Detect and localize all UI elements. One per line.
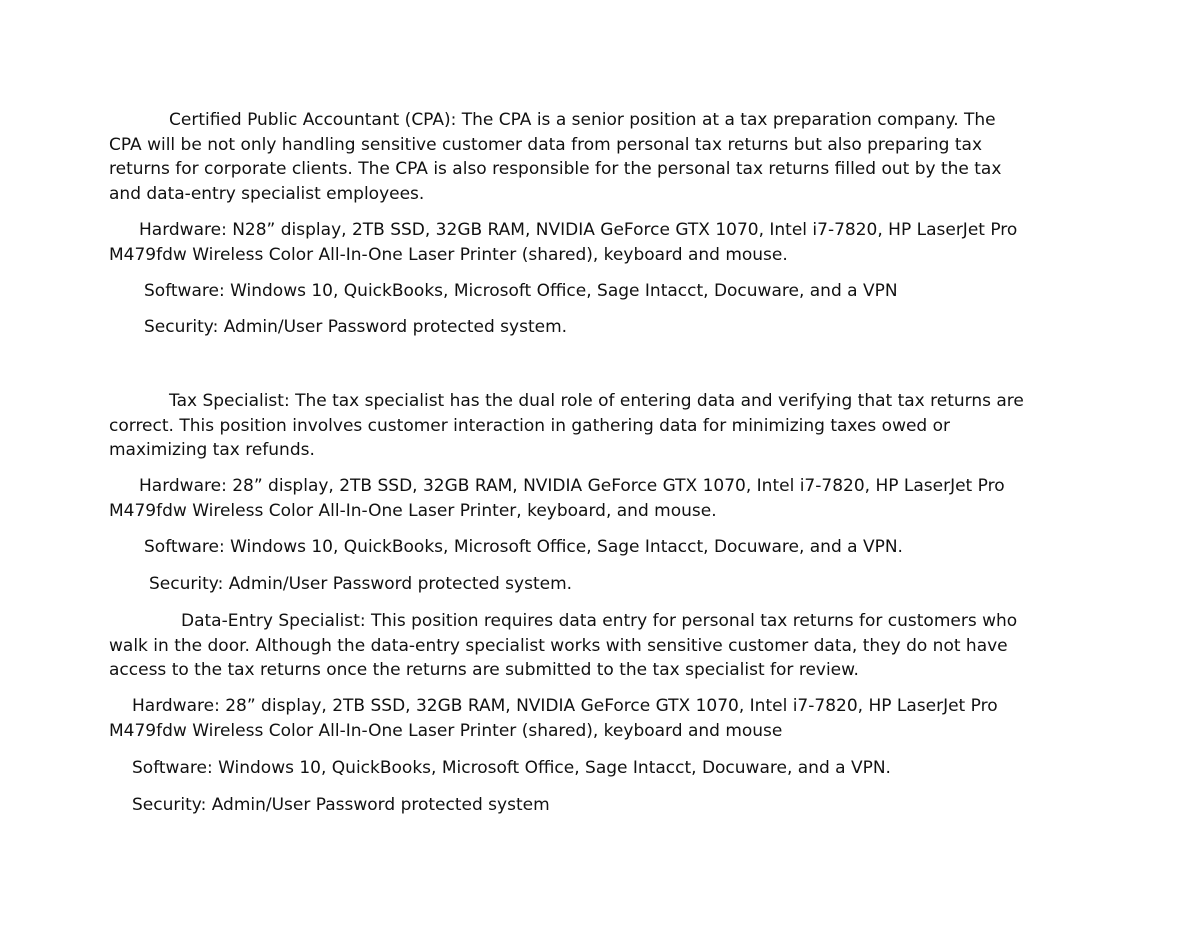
tax-specialist-description-line-1: Tax Specialist: The tax specialist has the dual role of entering data and verifying that tax returns are	[169, 391, 1024, 411]
cpa-security-line: Security: Admin/User Password protected system.	[144, 317, 568, 337]
cpa-hardware	[109, 218, 1099, 267]
cpa-description-line-4: and data-entry specialist employees.	[109, 183, 425, 204]
data-entry-hardware-line-1: Hardware: 28” display, 2TB SSD, 32GB RAM, NVIDIA GeForce GTX 1070, Intel i7-7820, HP LaserJet Pro	[132, 696, 998, 716]
tax-specialist-software-line: Software: Windows 10, QuickBooks, Microsoft Office, Sage Intacct, Docuware, and a VPN.	[144, 537, 903, 557]
data-entry-description-line-1: Data-Entry Specialist: This position requires data entry for personal tax returns for customers who	[181, 611, 1018, 631]
cpa-description-line-1: Certified Public Accountant (CPA): The CPA is a senior position at a tax preparation company. The	[169, 110, 996, 130]
data-entry-hardware-line-2: M479fdw Wireless Color All-In-One Laser Printer (shared), keyboard and mouse	[109, 720, 783, 741]
tax-specialist-description-line-3: maximizing tax refunds.	[109, 440, 315, 460]
tax-specialist-security	[109, 572, 1099, 597]
data-entry-description-line-2: walk in the door. Although the data-entry specialist works with sensitive customer data, they do not have	[109, 635, 1008, 656]
tax-specialist-security-line: Security: Admin/User Password protected system.	[149, 574, 573, 594]
data-entry-description-line-3: access to the tax returns once the returns are submitted to the tax specialist for review.	[109, 660, 859, 680]
data-entry-specialist-description	[109, 609, 1099, 683]
data-entry-specialist-hardware	[109, 694, 1099, 743]
cpa-description-line-3: returns for corporate clients. The CPA is also responsible for the personal tax returns filled out by the tax	[109, 159, 1002, 179]
cpa-software-line: Software: Windows 10, QuickBooks, Microsoft Office, Sage Intacct, Docuware, and a VPN	[144, 281, 898, 301]
data-entry-security-line: Security: Admin/User Password protected system	[132, 795, 550, 815]
cpa-software	[109, 279, 1099, 304]
tax-specialist-hardware-line-1: Hardware: 28” display, 2TB SSD, 32GB RAM, NVIDIA GeForce GTX 1070, Intel i7-7820, HP LaserJet Pro	[139, 476, 1005, 496]
cpa-hardware-line-2: M479fdw Wireless Color All-In-One Laser Printer (shared), keyboard and mouse.	[109, 244, 788, 265]
tax-specialist-description	[109, 389, 1099, 463]
tax-specialist-hardware-line-2: M479fdw Wireless Color All-In-One Laser Printer, keyboard, and mouse.	[109, 500, 717, 521]
cpa-security	[109, 315, 1099, 340]
cpa-hardware-line-1: Hardware: N28” display, 2TB SSD, 32GB RAM, NVIDIA GeForce GTX 1070, Intel i7-7820, HP LaserJet Pro	[139, 220, 1018, 240]
tax-specialist-software	[109, 535, 1099, 560]
data-entry-specialist-security	[109, 793, 1099, 818]
tax-specialist-description-line-2: correct. This position involves customer interaction in gathering data for minimizing taxes owed or	[109, 415, 951, 436]
data-entry-specialist-software	[109, 756, 1099, 781]
tax-specialist-hardware	[109, 474, 1099, 523]
cpa-description	[109, 108, 1099, 206]
cpa-description-line-2: CPA will be not only handling sensitive customer data from personal tax returns but also preparing tax	[109, 134, 983, 155]
data-entry-software-line: Software: Windows 10, QuickBooks, Microsoft Office, Sage Intacct, Docuware, and a VPN.	[132, 758, 891, 778]
